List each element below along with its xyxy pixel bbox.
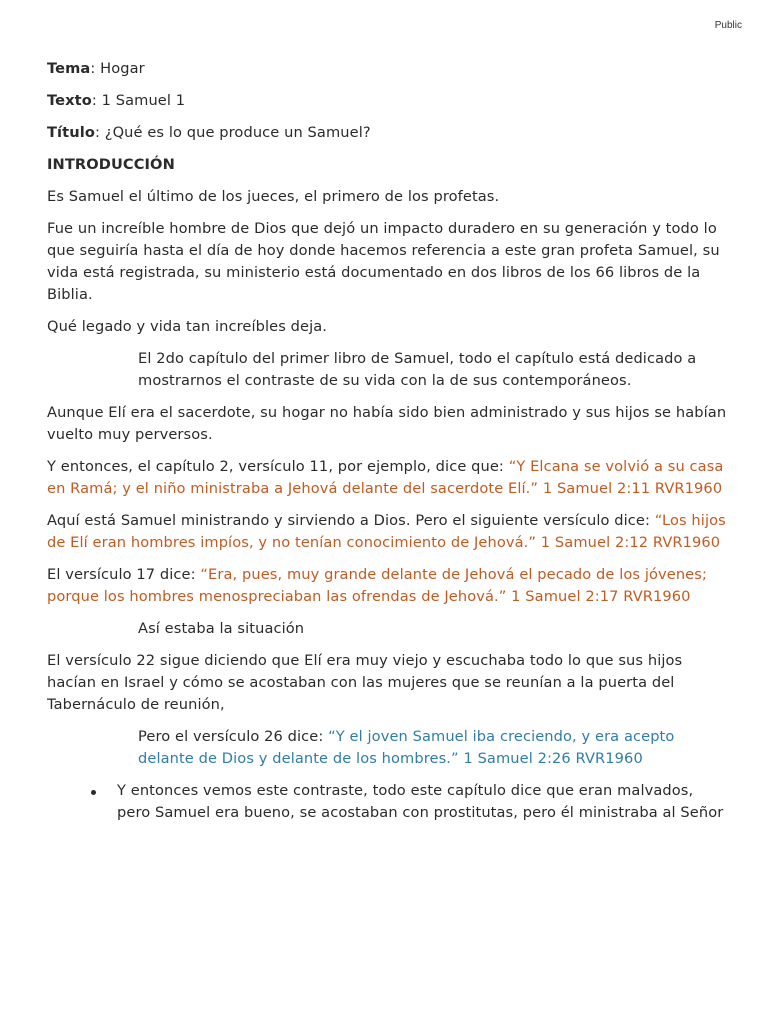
document-body [47, 58, 727, 824]
paragraph-10: El versículo 22 sigue diciendo que Elí era muy viejo y escuchaba todo lo que sus hijos hacían en Israel y cómo se acostaban con las mujeres que se reunían a la puerta del Tabernáculo de reunión, [47, 652, 683, 713]
paragraph-7 [47, 510, 727, 554]
intro-heading: INTRODUCCIÓN [47, 156, 175, 173]
texto-line: Texto: 1 Samuel 1 [47, 92, 186, 109]
titulo-line: Título: ¿Qué es lo que produce un Samuel? [47, 124, 371, 141]
texto-value: 1 Samuel 1 [101, 92, 186, 109]
texto-label: Texto [47, 92, 92, 109]
classification-label: Public [714, 20, 742, 31]
bullet-list [47, 780, 727, 824]
paragraph-8-intro: El versículo 17 dice: [47, 566, 201, 583]
titulo-value: ¿Qué es lo que produce un Samuel? [104, 124, 371, 141]
tema-label: Tema [47, 60, 91, 77]
paragraph-5: Aunque Elí era el sacerdote, su hogar no había sido bien administrado y sus hijos se habían vuelto muy perversos. [47, 404, 727, 443]
paragraph-11-intro: Pero el versículo 26 dice: [138, 728, 329, 745]
paragraph-8 [47, 564, 727, 608]
paragraph-3: Qué legado y vida tan increíbles deja. [47, 318, 328, 335]
scripture-quote: “Era, pues, muy grande delante de Jehová el pecado de los jóvenes; porque los hombres menospreciaban las ofrendas de Jehová.” 1 Samuel 2:17 RVR1960 [47, 566, 707, 605]
scripture-quote: “Y el joven Samuel iba creciendo, y era acepto delante de Dios y delante de los hombres.” 1 Samuel 2:26 RVR1960 [138, 728, 675, 767]
paragraph-9: Así estaba la situación [138, 620, 305, 637]
titulo-label: Título [47, 124, 95, 141]
tema-value: Hogar [100, 60, 145, 77]
paragraph-11 [138, 726, 727, 770]
tema-line: Tema: Hogar [47, 60, 145, 77]
paragraph-7-intro: Aquí está Samuel ministrando y sirviendo a Dios. Pero el siguiente versículo dice: [47, 512, 655, 529]
paragraph-6 [47, 456, 727, 500]
scripture-quote: “Los hijos de Elí eran hombres impíos, y no tenían conocimiento de Jehová.” 1 Samuel 2:12 RVR1960 [47, 512, 726, 551]
scripture-quote: “Y Elcana se volvió a su casa en Ramá; y el niño ministraba a Jehová delante del sacerdote Elí.” 1 Samuel 2:11 RVR1960 [47, 458, 724, 497]
paragraph-6-intro: Y entonces, el capítulo 2, versículo 11, por ejemplo, dice que: [47, 458, 509, 475]
paragraph-1: Es Samuel el último de los jueces, el primero de los profetas. [47, 188, 500, 205]
paragraph-4: El 2do capítulo del primer libro de Samuel, todo el capítulo está dedicado a mostrarnos el contraste de su vida con la de sus contemporáneos. [138, 350, 697, 389]
bullet-icon [91, 790, 96, 795]
bullet-text: Y entonces vemos este contraste, todo este capítulo dice que eran malvados, pero Samuel era bueno, se acostaban con prostitutas, pero él ministraba al Señor [117, 782, 724, 821]
paragraph-2: Fue un increíble hombre de Dios que dejó un impacto duradero en su generación y todo lo que seguiría hasta el día de hoy donde hacemos referencia a este gran profeta Samuel, su vida está registrada, su ministerio está documentado en dos libros de los 66 libros de la Biblia. [47, 220, 720, 303]
list-item [47, 780, 727, 824]
